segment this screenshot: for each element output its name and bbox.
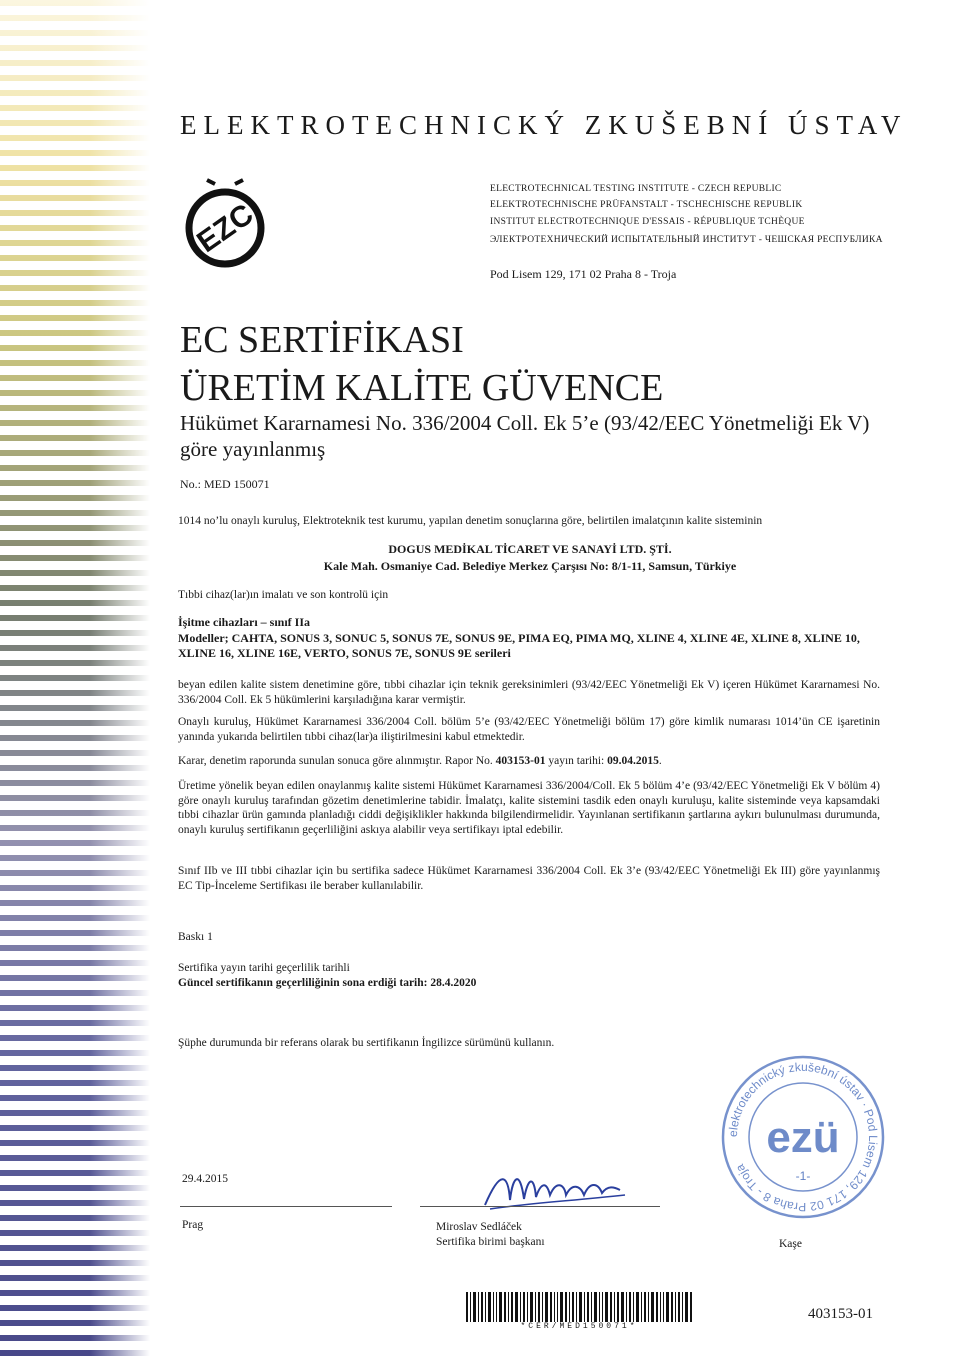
signer-name: Miroslav Sedláček xyxy=(436,1221,522,1233)
report-number: 403153-01 xyxy=(495,755,546,767)
paragraph-decision: beyan edilen kalite sistem denetimine göre, tıbbi cihazlar için teknik gereksinimleri (93/42/EEC Yönetmeliği Ek V) içeren Hükümet Kararnamesi No. 336/2004 Coll. Ek 5 hükümlerini karşıladığına karar vermiştir. xyxy=(178,679,880,706)
seal-label: Kaşe xyxy=(779,1238,802,1250)
expiry-date: Güncel sertifikanın geçerliliğinin sona erdiği tarih: 28.4.2020 xyxy=(178,977,477,989)
company-name: DOGUS MEDİKAL TİCARET VE SANAYİ LTD. ŞTİ. xyxy=(388,542,672,556)
stamp-center-text: ezü xyxy=(766,1113,840,1162)
edition: Baskı 1 xyxy=(178,931,213,943)
decorative-stripe-fade xyxy=(0,0,150,1357)
certificate-number: No.: MED 150071 xyxy=(180,477,270,491)
report-text-suffix: . xyxy=(658,755,662,767)
reference-number: 403153-01 xyxy=(808,1306,873,1322)
certificate-legal-basis: Hükümet Kararnamesi No. 336/2004 Coll. Ek 5’e (93/42/EEC Yönetmeliği Ek V) göre yayınlanmış xyxy=(180,411,870,461)
device-class: İşitme cihazları – sınıf IIa xyxy=(178,615,310,629)
paragraph-class-iib: Sınıf IIb ve III tıbbi cihazlar için bu sertifika sadece Hükümet Kararnamesi 336/2004 Coll. Ek 3’e (93/42/EEC Yönetmeliği Ek III) göre yayınlanmış EC Tip-İnceleme Sertifikası ile beraber kullanılabilir. xyxy=(178,865,880,892)
handwritten-signature xyxy=(480,1165,630,1215)
company-address: Kale Mah. Osmaniye Cad. Belediye Merkez Çarşısı No: 8/1-11, Samsun, Türkiye xyxy=(323,559,737,573)
device-models: Modeller; CAHTA, SONUS 3, SONUC 5, SONUS 7E, SONUS 9E, PIMA EQ, PIMA MQ, XLINE 4, XLINE 4E, XLINE 8, XLINE 10, XLINE 16, XLINE 16E, VERTO, SONUS 7E, SONUS 9E serileri xyxy=(178,631,860,660)
paragraph-report xyxy=(178,754,880,769)
language-note: Şüphe durumunda bir referans olarak bu sertifikanın İngilizce sürümünü kullanın. xyxy=(178,1037,555,1049)
paragraph-surveillance: Üretime yönelik beyan edilen onaylanmış kalite sistemi Hükümet Kararnamesi 336/2004/Coll. Ek 5 bölüm 4’e (93/42/EEC Yönetmeliği Ek V bölüm 4) göre onaylı kuruluş tarafından gözetim denetimlerine tabidir. İmalatçı, kalite sistemini tasdik eden onaylı kuruluşu, kalite sisteminde veya kapsamdaki tıbbi cihazlar ürün gamında planladığı ciddi değişiklikler hakkında bilgilendirmelidir. Yayınlanan sertifikanın şartlarına aykırı bulunulması durumunda, onaylı kuruluş sertifikanın geçerliliğini askıya alabilir veya sertifikayı iptal edebilir. xyxy=(178,780,880,836)
issue-date: 29.4.2015 xyxy=(182,1173,228,1185)
certificate-title: EC SERTİFİKASI xyxy=(180,319,464,361)
date-signature-line xyxy=(180,1206,392,1207)
stamp-ring-text: elektrotechnický zkušební ústav · Pod Lisem 129, 171 02 Praha 8 - Troja xyxy=(725,1059,881,1215)
ezu-logo xyxy=(185,176,265,278)
institute-line-german: ELEKTROTECHNISCHE PRÜFANSTALT - TSCHECHISCHE REPUBLIK xyxy=(490,200,803,210)
institute-line-russian: ЭЛЕКТРОТЕХНИЧЕСКИЙ ИСПЫТАТЕЛЬНЫЙ ИНСТИТУТ - ЧЕШСКАЯ РЕСПУБЛИКА xyxy=(490,235,883,245)
certificate-subtitle-main: ÜRETİM KALİTE GÜVENCE xyxy=(180,367,664,409)
validity-line: Sertifika yayın tarihi geçerlilik tarihli xyxy=(178,962,350,974)
official-stamp xyxy=(718,1052,888,1222)
institute-line-english: ELECTROTECHNICAL TESTING INSTITUTE - CZECH REPUBLIC xyxy=(490,184,782,194)
name-signature-line xyxy=(420,1206,660,1207)
institute-address: Pod Lisem 129, 171 02 Praha 8 - Troja xyxy=(490,267,677,281)
barcode xyxy=(466,1292,692,1322)
report-text-middle: yayın tarihi: xyxy=(545,755,608,767)
barcode-text: *CER/MED150071* xyxy=(520,1322,638,1331)
issue-place: Prag xyxy=(182,1219,204,1231)
device-intro: Tıbbi cihaz(lar)ın imalatı ve son kontrolü için xyxy=(178,589,389,601)
institute-line-french: INSTITUT ELECTROTECHNIQUE D'ESSAIS - RÉPUBLIQUE TCHÈQUE xyxy=(490,217,805,227)
intro-paragraph: 1014 no’lu onaylı kuruluş, Elektroteknik test kurumu, yapılan denetim sonuçlarına göre, belirtilen imalatçının kalite sisteminin xyxy=(178,515,763,527)
report-text-prefix: Karar, denetim raporunda sunulan sonuca göre alınmıştır. Rapor No. xyxy=(178,755,496,767)
stamp-number: -1- xyxy=(795,1169,811,1183)
report-date: 09.04.2015 xyxy=(607,755,659,767)
signer-title: Sertifika birimi başkanı xyxy=(436,1236,545,1248)
svg-text:EZC: EZC xyxy=(191,197,260,260)
paragraph-ce-marking: Onaylı kuruluş, Hükümet Kararnamesi 336/2004 Coll. bölüm 5’e (93/42/EEC Yönetmeliği bölüm 17) göre kimlik numarası 1014’ün CE işaretinin yanında yukarıda belirtilen tıbbi cihaz(lar)a iliştirilmesini kabul etmektedir. xyxy=(178,716,880,743)
institute-name: ELEKTROTECHNICKÝ ZKUŠEBNÍ ÚSTAV xyxy=(180,110,908,140)
